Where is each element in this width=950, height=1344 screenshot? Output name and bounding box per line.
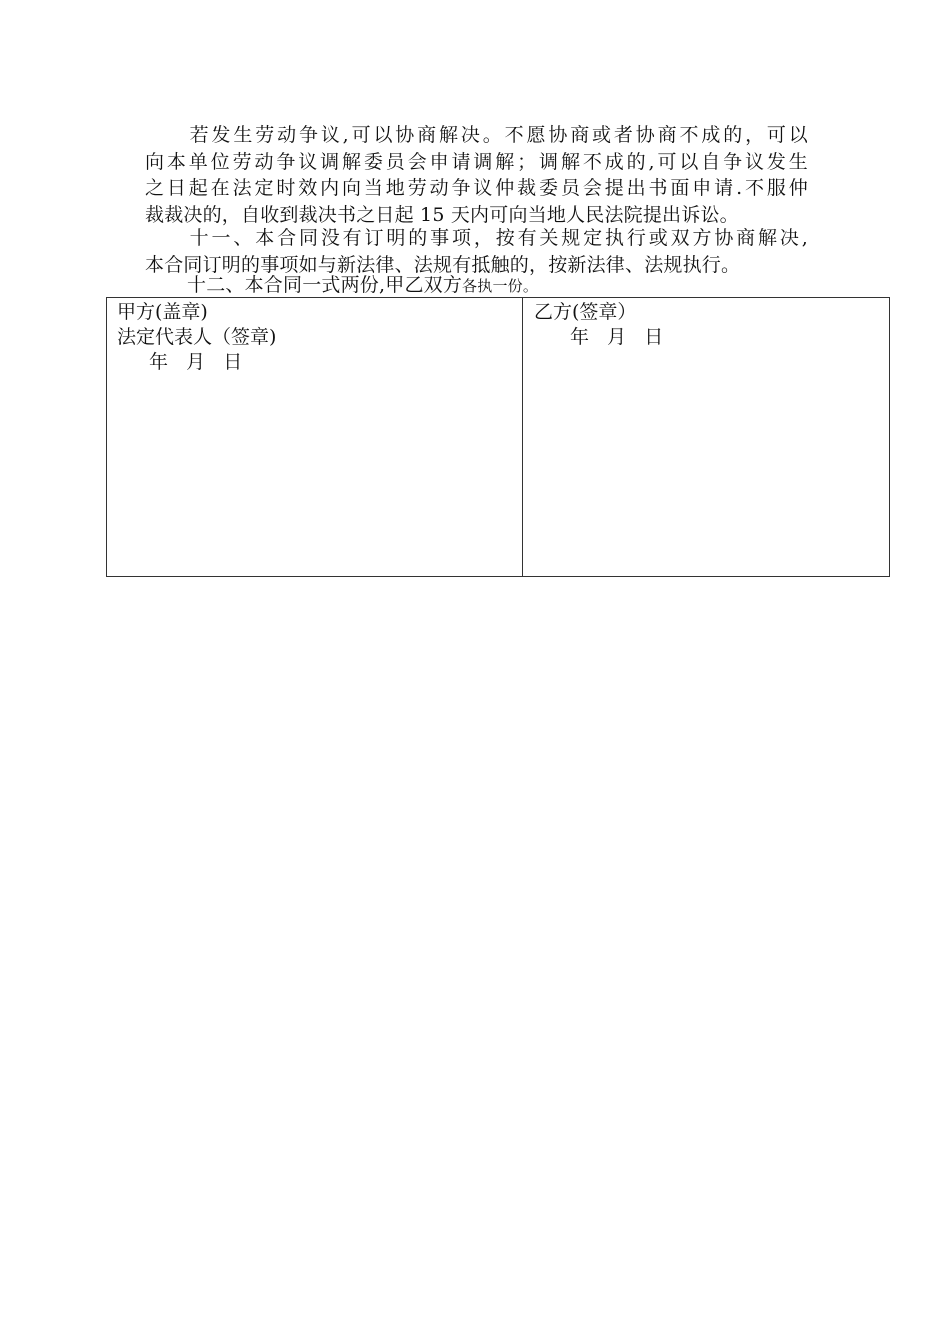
text-line: 十一、本合同没有订明的事项，按有关规定执行或双方协商解决,: [187, 227, 808, 249]
party-a-date: 年 月 日: [149, 351, 243, 373]
text-line: 裁裁决的，自收到裁决书之日起 15 天内可向当地人民法院提出诉讼。: [145, 203, 739, 226]
text-line: 本合同订明的事项如与新法律、法规有抵触的，按新法律、法规执行。: [145, 253, 741, 276]
text-line: 之日起在法定时效内向当地劳动争议仲裁委员会提出书面申请.不服仲: [145, 177, 808, 199]
party-a-title: 甲方(盖章): [117, 301, 208, 323]
party-a-signature-cell: [107, 298, 523, 576]
clause-12: [145, 272, 808, 300]
signature-table: [106, 297, 890, 577]
text-line: 向本单位劳动争议调解委员会申请调解；调解不成的,可以自争议发生: [145, 150, 808, 173]
party-b-signature-cell: [523, 298, 889, 576]
text-line: 若发生劳动争议,可以协商解决。不愿协商或者协商不成的，可以: [187, 124, 808, 146]
paragraph-dispute-resolution: [145, 122, 808, 228]
text-line: 十二、本合同一式两份,甲乙双方各执一份。: [187, 274, 539, 296]
clause-11: [145, 225, 808, 278]
party-b-date: 年 月 日: [570, 326, 664, 348]
party-a-representative: 法定代表人（签章): [117, 326, 277, 348]
party-b-title: 乙方(签章）: [534, 301, 637, 323]
